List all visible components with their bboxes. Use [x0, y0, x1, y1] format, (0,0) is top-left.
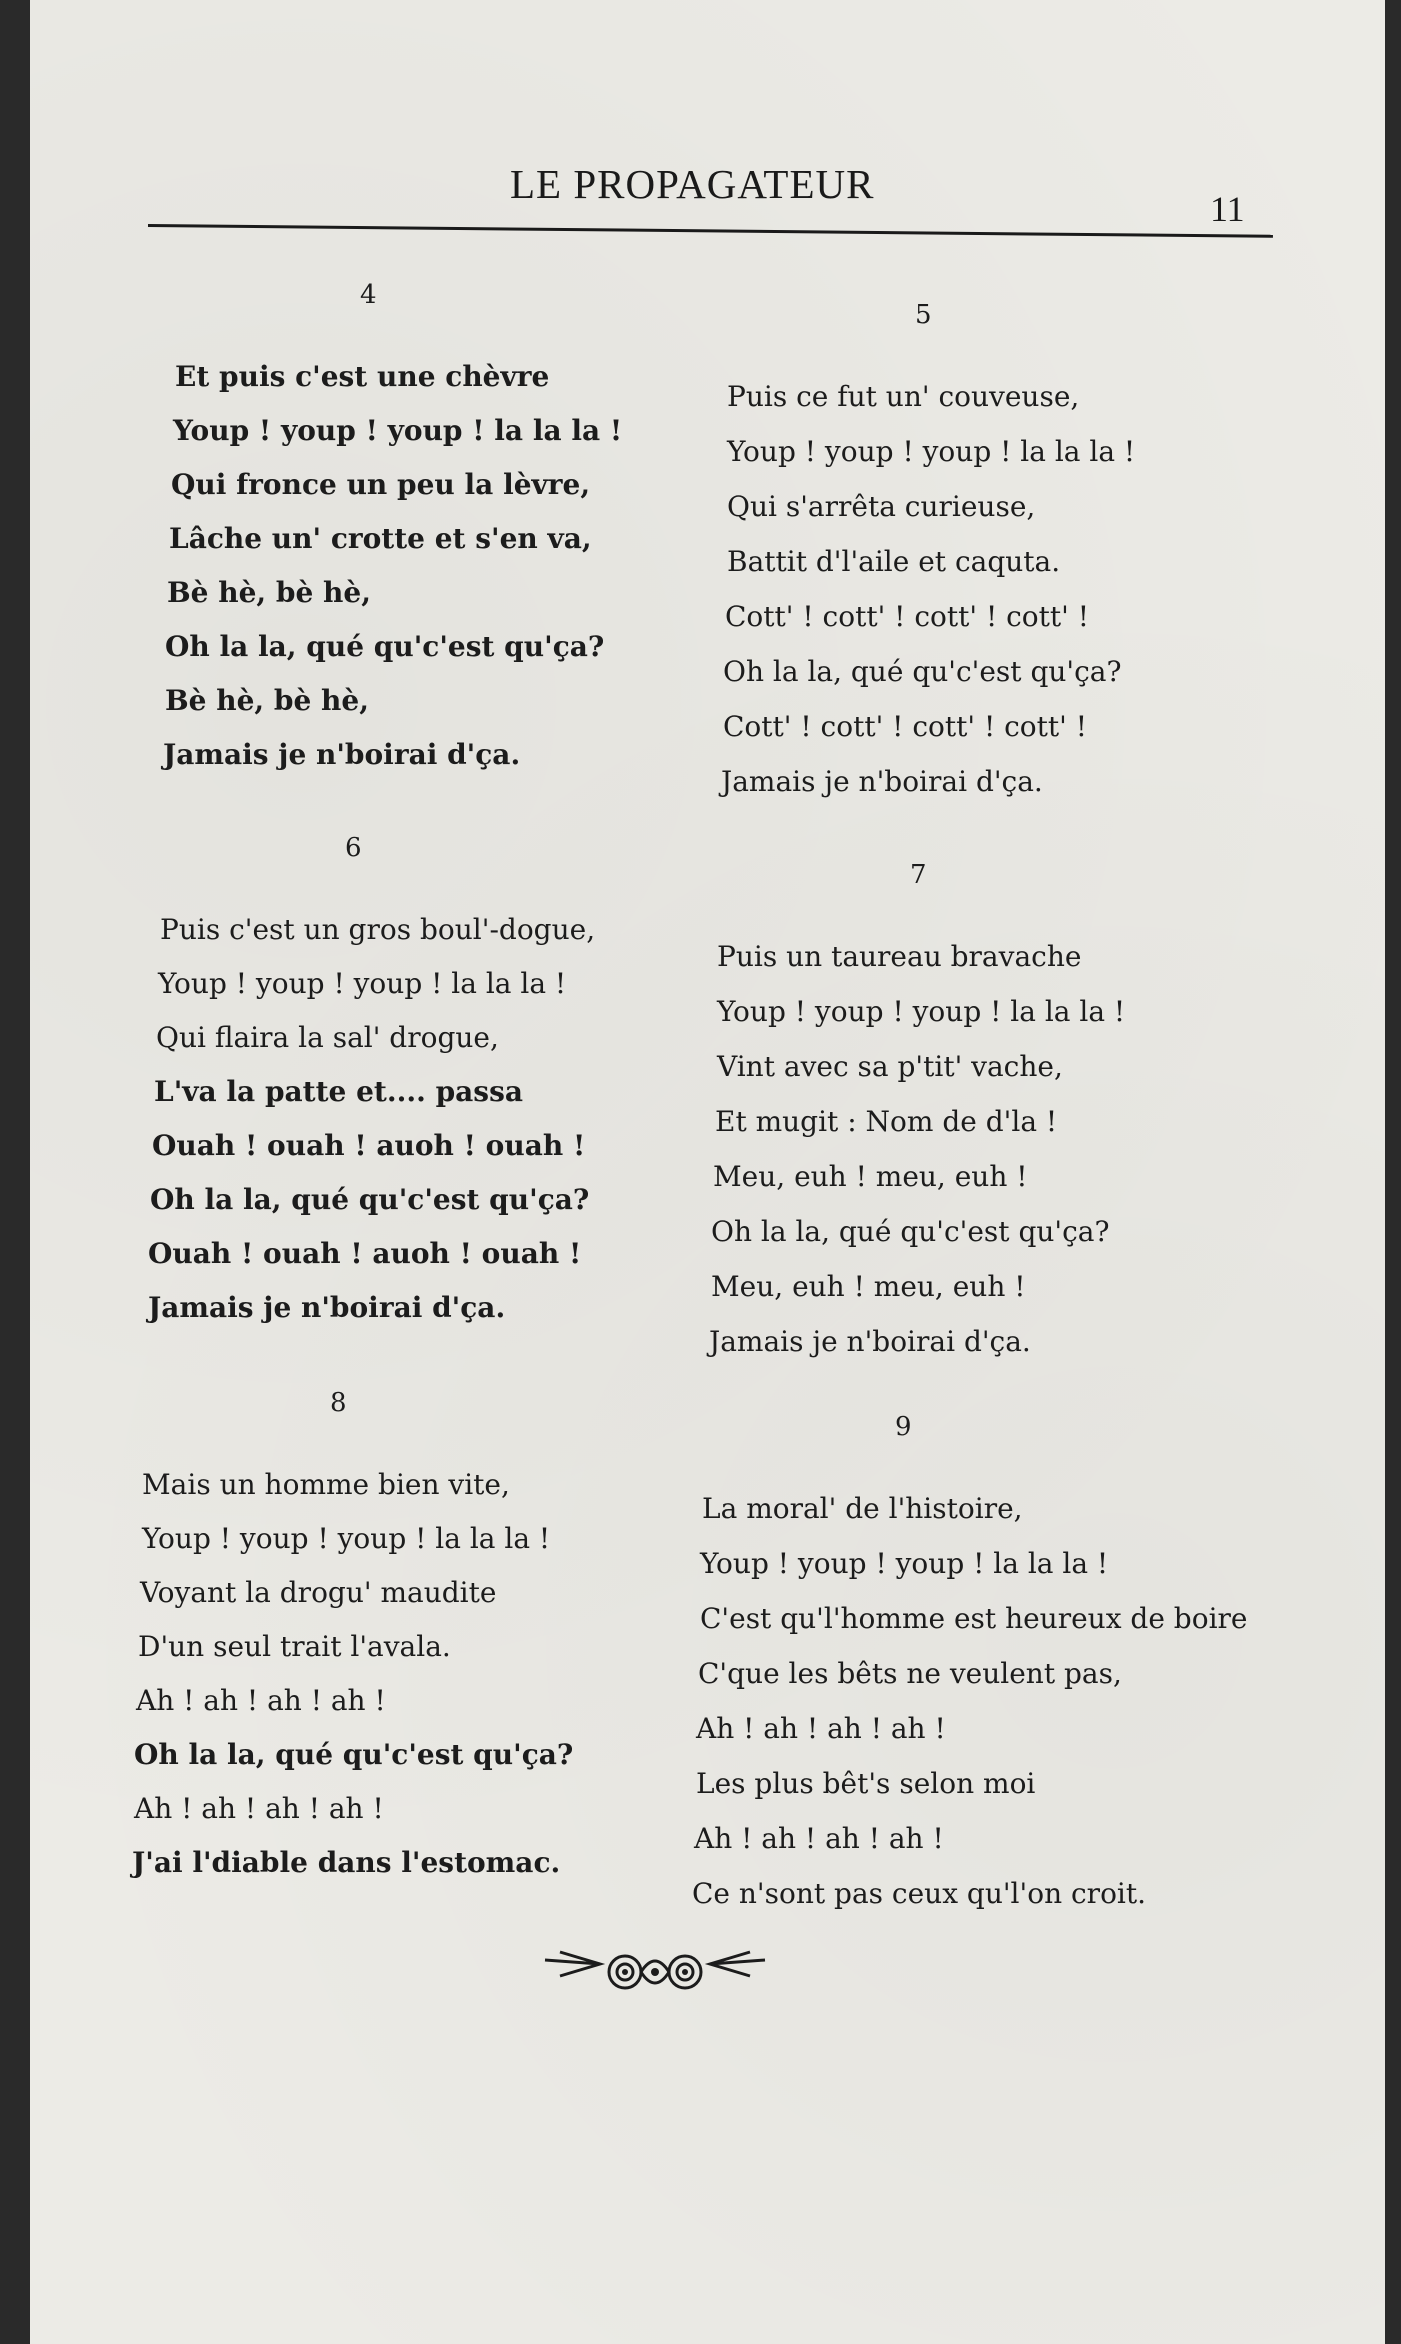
- verse-line: Puis ce fut un' couveuse,: [727, 380, 1080, 413]
- page-number: 11: [1210, 189, 1245, 229]
- verse-line: Youp ! youp ! youp ! la la la !: [142, 1522, 551, 1555]
- verse-line: C'est qu'l'homme est heureux de boire: [700, 1602, 1248, 1635]
- verse-line: L'va la patte et.... passa: [154, 1075, 523, 1108]
- scroll-ornament-icon: [540, 1940, 770, 2002]
- verse-line: Ce n'sont pas ceux qu'l'on croit.: [692, 1877, 1147, 1910]
- verse-line: Bè hè, bè hè,: [167, 576, 371, 609]
- verse-line: Meu, euh ! meu, euh !: [711, 1270, 1026, 1303]
- verse-line: Voyant la drogu' maudite: [140, 1576, 497, 1609]
- verse-line: Qui flaira la sal' drogue,: [156, 1021, 499, 1054]
- book-page: [30, 0, 1385, 2344]
- verse-line: Youp ! youp ! youp ! la la la !: [158, 967, 567, 1000]
- verse-line: J'ai l'diable dans l'estomac.: [132, 1846, 561, 1879]
- verse-line: Ah ! ah ! ah ! ah !: [136, 1684, 386, 1717]
- verse-line: Bè hè, bè hè,: [165, 684, 369, 717]
- verse-line: Vint avec sa p'tit' vache,: [717, 1050, 1063, 1083]
- verse-line: Meu, euh ! meu, euh !: [713, 1160, 1028, 1193]
- verse-line: C'que les bêts ne veulent pas,: [698, 1657, 1122, 1690]
- verse-line: Youp ! youp ! youp ! la la la !: [727, 435, 1136, 468]
- header-rule: [148, 224, 1273, 238]
- verse-line: Oh la la, qué qu'c'est qu'ça?: [711, 1215, 1110, 1248]
- verse-line: Puis c'est un gros boul'-dogue,: [160, 913, 596, 946]
- verse-line: Qui s'arrêta curieuse,: [727, 490, 1036, 523]
- verse-line: Jamais je n'boirai d'ça.: [163, 738, 521, 771]
- verse-line: Mais un homme bien vite,: [142, 1468, 510, 1501]
- verse-line: Youp ! youp ! youp ! la la la !: [173, 414, 623, 447]
- page-header: [30, 0, 1385, 280]
- stanza-number: 4: [360, 280, 377, 310]
- verse-line: Puis un taureau bravache: [717, 940, 1082, 973]
- verse-line: Ah ! ah ! ah ! ah !: [696, 1712, 946, 1745]
- verse-line: Battit d'l'aile et caquta.: [727, 545, 1061, 578]
- stanza-number: 5: [915, 300, 932, 330]
- verse-line: Oh la la, qué qu'c'est qu'ça?: [723, 655, 1122, 688]
- verse-line: Oh la la, qué qu'c'est qu'ça?: [150, 1183, 590, 1216]
- verse-line: Ouah ! ouah ! auoh ! ouah !: [148, 1237, 582, 1270]
- verse-line: Ah ! ah ! ah ! ah !: [134, 1792, 384, 1825]
- stanza-number: 6: [345, 833, 362, 863]
- stanza-number: 8: [330, 1388, 347, 1418]
- verse-line: Cott' ! cott' ! cott' ! cott' !: [725, 600, 1090, 633]
- verse-line: Jamais je n'boirai d'ça.: [721, 765, 1043, 798]
- verse-line: Et mugit : Nom de d'la !: [715, 1105, 1058, 1138]
- verse-line: Ah ! ah ! ah ! ah !: [694, 1822, 944, 1855]
- verse-line: Oh la la, qué qu'c'est qu'ça?: [165, 630, 605, 663]
- stanza-number: 9: [895, 1412, 912, 1442]
- verse-line: Youp ! youp ! youp ! la la la !: [717, 995, 1126, 1028]
- verse-line: Ouah ! ouah ! auoh ! ouah !: [152, 1129, 586, 1162]
- verse-line: Jamais je n'boirai d'ça.: [148, 1291, 506, 1324]
- verse-line: Oh la la, qué qu'c'est qu'ça?: [134, 1738, 574, 1771]
- verse-line: Cott' ! cott' ! cott' ! cott' !: [723, 710, 1088, 743]
- stanza-number: 7: [910, 860, 927, 890]
- verse-line: D'un seul trait l'avala.: [138, 1630, 451, 1663]
- verse-line: Jamais je n'boirai d'ça.: [709, 1325, 1031, 1358]
- verse-line: Et puis c'est une chèvre: [175, 360, 550, 393]
- verse-line: Lâche un' crotte et s'en va,: [169, 522, 592, 555]
- verse-line: La moral' de l'histoire,: [702, 1492, 1023, 1525]
- verse-line: Qui fronce un peu la lèvre,: [171, 468, 591, 501]
- running-title: LE PROPAGATEUR: [510, 161, 875, 207]
- verse-line: Les plus bêt's selon moi: [696, 1767, 1036, 1800]
- verse-line: Youp ! youp ! youp ! la la la !: [700, 1547, 1109, 1580]
